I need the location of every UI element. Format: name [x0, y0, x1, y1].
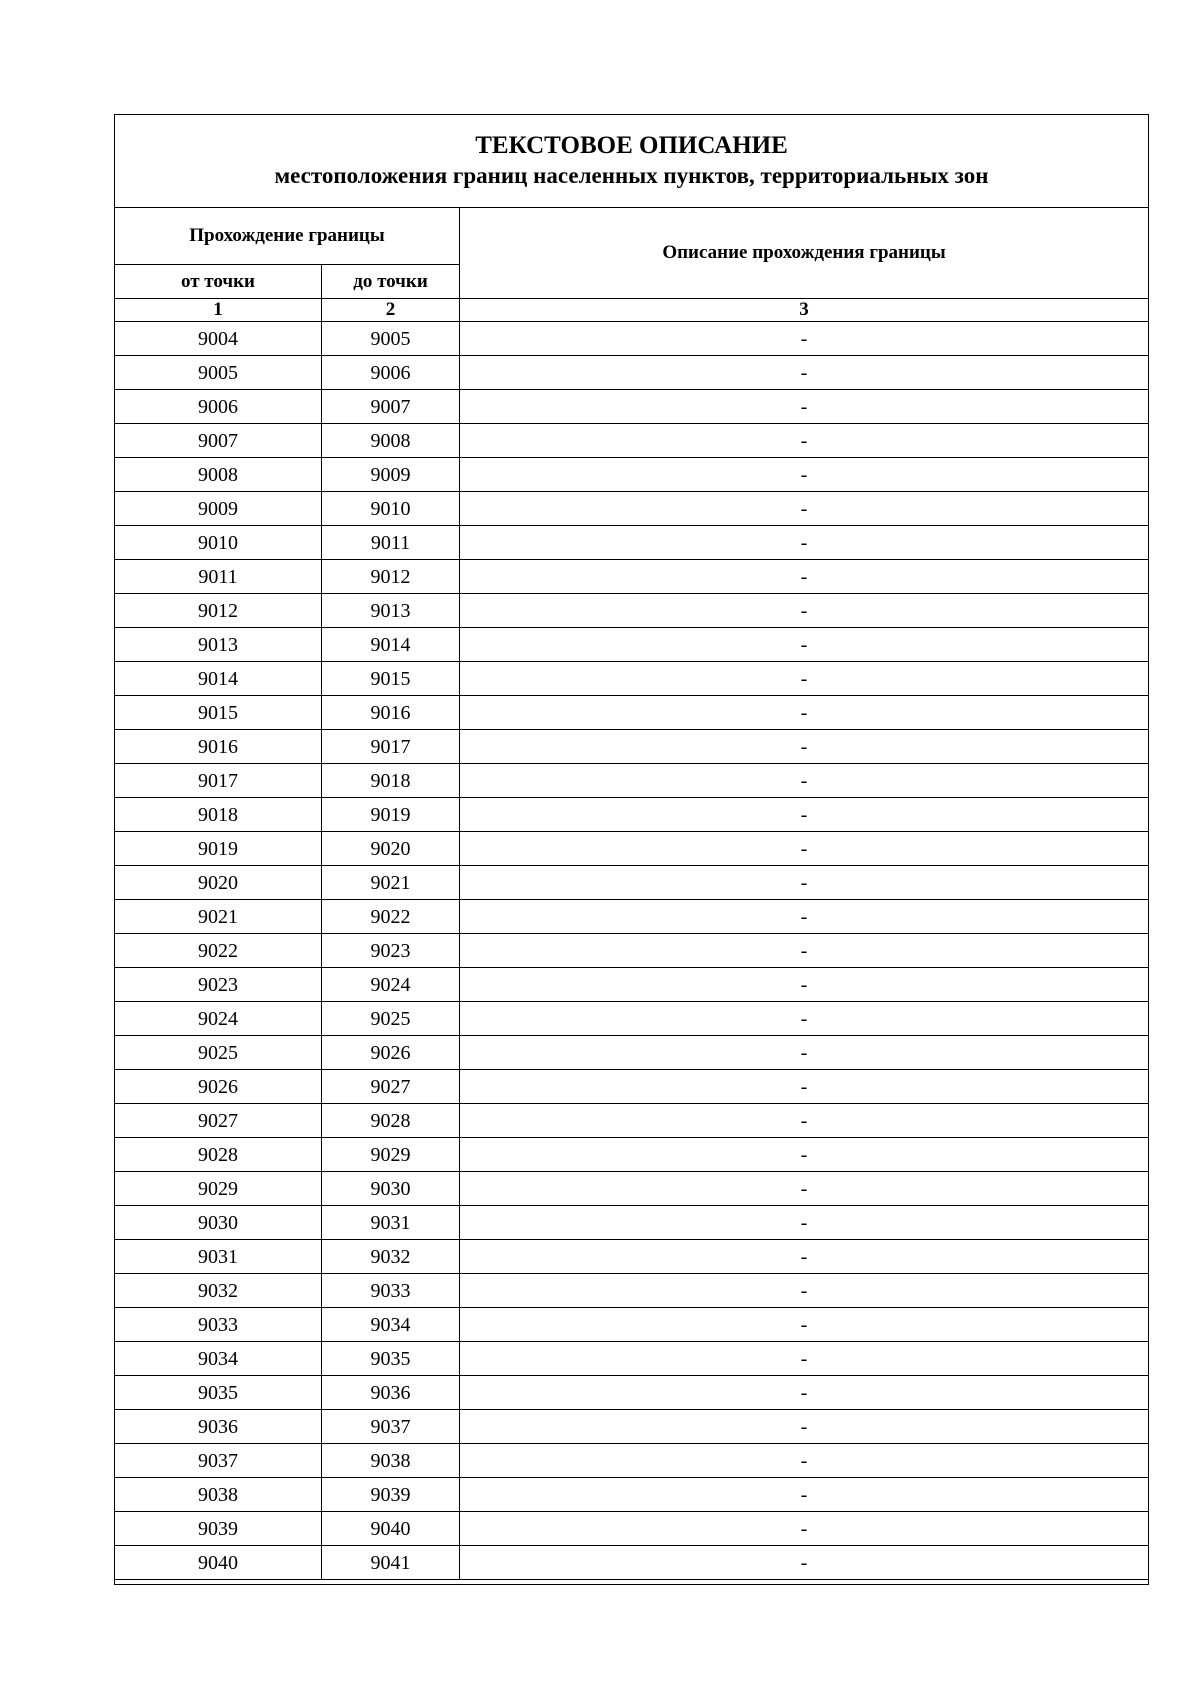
header-from-point: от точки — [115, 265, 322, 299]
from-point-cell: 9029 — [115, 1172, 322, 1206]
description-cell: - — [460, 1376, 1149, 1410]
description-cell: - — [460, 390, 1149, 424]
table-row — [115, 1478, 1149, 1512]
to-point-cell: 9027 — [322, 1070, 460, 1104]
from-point-cell: 9023 — [115, 968, 322, 1002]
to-point-cell: 9025 — [322, 1002, 460, 1036]
to-point-cell: 9030 — [322, 1172, 460, 1206]
from-point-cell: 9013 — [115, 628, 322, 662]
to-point-cell: 9020 — [322, 832, 460, 866]
description-cell: - — [460, 1172, 1149, 1206]
description-cell: - — [460, 458, 1149, 492]
from-point-cell: 9012 — [115, 594, 322, 628]
description-cell: - — [460, 1138, 1149, 1172]
description-cell: - — [460, 1002, 1149, 1036]
table-row — [115, 458, 1149, 492]
from-point-cell: 9020 — [115, 866, 322, 900]
description-cell: - — [460, 900, 1149, 934]
to-point-cell: 9033 — [322, 1274, 460, 1308]
header-boundary-passage: Прохождение границы — [115, 208, 460, 265]
to-point-cell: 9035 — [322, 1342, 460, 1376]
to-point-cell: 9012 — [322, 560, 460, 594]
from-point-cell: 9025 — [115, 1036, 322, 1070]
header-description: Описание прохождения границы — [460, 208, 1149, 299]
table-row — [115, 1546, 1149, 1580]
to-point-cell: 9026 — [322, 1036, 460, 1070]
from-point-cell: 9026 — [115, 1070, 322, 1104]
description-cell: - — [460, 1342, 1149, 1376]
from-point-cell: 9009 — [115, 492, 322, 526]
table-row — [115, 798, 1149, 832]
from-point-cell: 9028 — [115, 1138, 322, 1172]
table-row — [115, 424, 1149, 458]
document-subtitle: местоположения границ населенных пунктов, территориальных зон — [274, 163, 989, 188]
from-point-cell: 9030 — [115, 1206, 322, 1240]
table-row — [115, 1172, 1149, 1206]
description-cell: - — [460, 764, 1149, 798]
table-row — [115, 1308, 1149, 1342]
table-row — [115, 526, 1149, 560]
to-point-cell: 9009 — [322, 458, 460, 492]
description-cell: - — [460, 322, 1149, 356]
table-row — [115, 900, 1149, 934]
boundary-table — [114, 114, 1149, 1585]
table-row — [115, 1274, 1149, 1308]
table-row — [115, 1342, 1149, 1376]
description-cell: - — [460, 968, 1149, 1002]
description-cell: - — [460, 356, 1149, 390]
table-row — [115, 1410, 1149, 1444]
from-point-cell: 9038 — [115, 1478, 322, 1512]
document-title: ТЕКСТОВОЕ ОПИСАНИЕ — [475, 132, 788, 159]
from-point-cell: 9004 — [115, 322, 322, 356]
to-point-cell: 9013 — [322, 594, 460, 628]
from-point-cell: 9015 — [115, 696, 322, 730]
from-point-cell: 9032 — [115, 1274, 322, 1308]
to-point-cell: 9028 — [322, 1104, 460, 1138]
to-point-cell: 9031 — [322, 1206, 460, 1240]
table-row — [115, 1240, 1149, 1274]
from-point-cell: 9019 — [115, 832, 322, 866]
description-cell: - — [460, 594, 1149, 628]
from-point-cell: 9014 — [115, 662, 322, 696]
table-row — [115, 1036, 1149, 1070]
table-row — [115, 1206, 1149, 1240]
description-cell: - — [460, 1444, 1149, 1478]
table-row — [115, 1070, 1149, 1104]
description-cell: - — [460, 730, 1149, 764]
to-point-cell: 9011 — [322, 526, 460, 560]
table-row — [115, 730, 1149, 764]
description-cell: - — [460, 696, 1149, 730]
to-point-cell: 9037 — [322, 1410, 460, 1444]
to-point-cell: 9041 — [322, 1546, 460, 1580]
column-number-row — [115, 299, 1149, 322]
to-point-cell: 9017 — [322, 730, 460, 764]
to-point-cell: 9024 — [322, 968, 460, 1002]
from-point-cell: 9035 — [115, 1376, 322, 1410]
table-row — [115, 1512, 1149, 1546]
table-row — [115, 492, 1149, 526]
description-cell: - — [460, 1512, 1149, 1546]
description-cell: - — [460, 1104, 1149, 1138]
table-row — [115, 1104, 1149, 1138]
description-cell: - — [460, 662, 1149, 696]
from-point-cell: 9040 — [115, 1546, 322, 1580]
description-cell: - — [460, 1070, 1149, 1104]
table-row — [115, 764, 1149, 798]
from-point-cell: 9018 — [115, 798, 322, 832]
table-end-rule — [115, 1580, 1149, 1585]
to-point-cell: 9007 — [322, 390, 460, 424]
to-point-cell: 9038 — [322, 1444, 460, 1478]
from-point-cell: 9037 — [115, 1444, 322, 1478]
to-point-cell: 9022 — [322, 900, 460, 934]
to-point-cell: 9021 — [322, 866, 460, 900]
table-row — [115, 322, 1149, 356]
description-cell: - — [460, 1410, 1149, 1444]
from-point-cell: 9034 — [115, 1342, 322, 1376]
description-cell: - — [460, 424, 1149, 458]
table-row — [115, 934, 1149, 968]
description-cell: - — [460, 492, 1149, 526]
description-cell: - — [460, 866, 1149, 900]
column-number-2: 2 — [322, 299, 460, 322]
description-cell: - — [460, 798, 1149, 832]
from-point-cell: 9021 — [115, 900, 322, 934]
to-point-cell: 9015 — [322, 662, 460, 696]
from-point-cell: 9016 — [115, 730, 322, 764]
from-point-cell: 9011 — [115, 560, 322, 594]
to-point-cell: 9014 — [322, 628, 460, 662]
document-page — [114, 114, 1148, 1598]
description-cell: - — [460, 1036, 1149, 1070]
to-point-cell: 9018 — [322, 764, 460, 798]
from-point-cell: 9017 — [115, 764, 322, 798]
from-point-cell: 9007 — [115, 424, 322, 458]
column-number-3: 3 — [460, 299, 1149, 322]
from-point-cell: 9031 — [115, 1240, 322, 1274]
table-row — [115, 1444, 1149, 1478]
description-cell: - — [460, 1274, 1149, 1308]
table-row — [115, 968, 1149, 1002]
to-point-cell: 9040 — [322, 1512, 460, 1546]
description-cell: - — [460, 1206, 1149, 1240]
table-row — [115, 390, 1149, 424]
to-point-cell: 9008 — [322, 424, 460, 458]
table-row — [115, 1138, 1149, 1172]
description-cell: - — [460, 560, 1149, 594]
table-row — [115, 560, 1149, 594]
to-point-cell: 9023 — [322, 934, 460, 968]
table-row — [115, 662, 1149, 696]
to-point-cell: 9036 — [322, 1376, 460, 1410]
description-cell: - — [460, 934, 1149, 968]
from-point-cell: 9005 — [115, 356, 322, 390]
description-cell: - — [460, 1478, 1149, 1512]
title-cell — [115, 115, 1149, 208]
table-row — [115, 696, 1149, 730]
description-cell: - — [460, 526, 1149, 560]
from-point-cell: 9022 — [115, 934, 322, 968]
table-end-cell — [115, 1580, 1149, 1585]
to-point-cell: 9029 — [322, 1138, 460, 1172]
from-point-cell: 9036 — [115, 1410, 322, 1444]
to-point-cell: 9005 — [322, 322, 460, 356]
description-cell: - — [460, 1308, 1149, 1342]
to-point-cell: 9034 — [322, 1308, 460, 1342]
description-cell: - — [460, 1240, 1149, 1274]
from-point-cell: 9027 — [115, 1104, 322, 1138]
table-row — [115, 832, 1149, 866]
table-row — [115, 594, 1149, 628]
description-cell: - — [460, 832, 1149, 866]
description-cell: - — [460, 628, 1149, 662]
from-point-cell: 9006 — [115, 390, 322, 424]
table-row — [115, 356, 1149, 390]
table-row — [115, 628, 1149, 662]
header-row-group — [115, 208, 1149, 265]
title-row — [115, 115, 1149, 208]
table-row — [115, 1376, 1149, 1410]
from-point-cell: 9033 — [115, 1308, 322, 1342]
column-number-1: 1 — [115, 299, 322, 322]
to-point-cell: 9032 — [322, 1240, 460, 1274]
description-cell: - — [460, 1546, 1149, 1580]
to-point-cell: 9019 — [322, 798, 460, 832]
table-row — [115, 866, 1149, 900]
to-point-cell: 9016 — [322, 696, 460, 730]
to-point-cell: 9039 — [322, 1478, 460, 1512]
from-point-cell: 9010 — [115, 526, 322, 560]
to-point-cell: 9006 — [322, 356, 460, 390]
header-to-point: до точки — [322, 265, 460, 299]
from-point-cell: 9008 — [115, 458, 322, 492]
from-point-cell: 9024 — [115, 1002, 322, 1036]
from-point-cell: 9039 — [115, 1512, 322, 1546]
table-row — [115, 1002, 1149, 1036]
to-point-cell: 9010 — [322, 492, 460, 526]
